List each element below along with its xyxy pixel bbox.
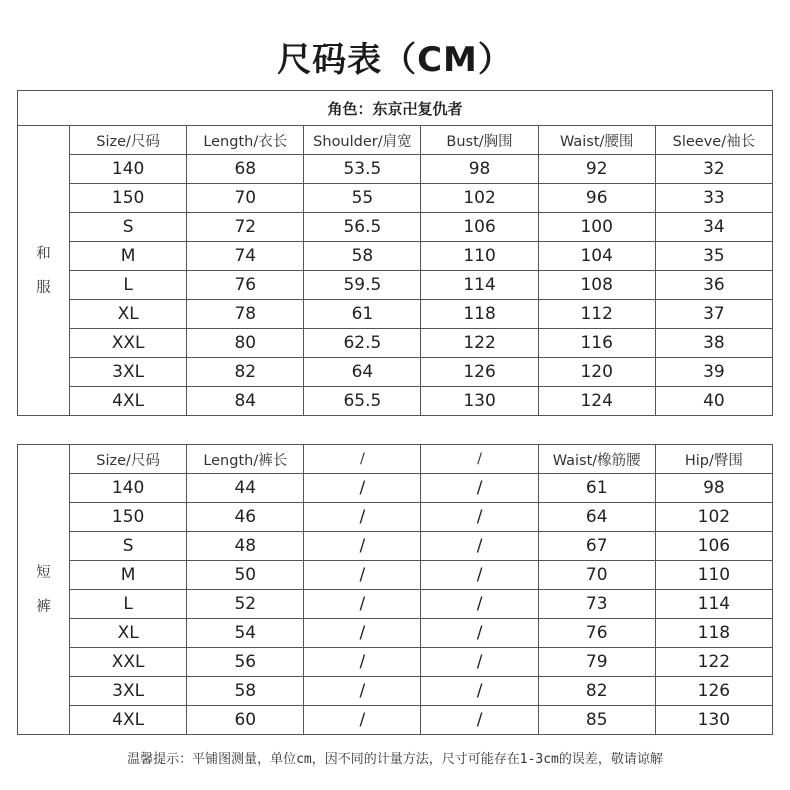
table-row	[18, 503, 773, 532]
waist-cell: 85	[538, 706, 655, 735]
table-row	[18, 590, 773, 619]
shorts-category-label	[18, 445, 70, 735]
table-row	[18, 184, 773, 213]
length-cell: 70	[187, 184, 304, 213]
shoulder-cell: 53.5	[304, 155, 421, 184]
bust-cell: 102	[421, 184, 538, 213]
size-cell: L	[70, 271, 187, 300]
empty-cell: /	[304, 706, 421, 735]
empty-cell: /	[421, 677, 538, 706]
size-cell: 140	[70, 155, 187, 184]
bust-cell: 122	[421, 329, 538, 358]
sleeve-cell: 39	[655, 358, 772, 387]
table-row	[18, 329, 773, 358]
shoulder-cell: 58	[304, 242, 421, 271]
column-header-size: Size/尺码	[70, 445, 187, 474]
waist-cell: 100	[538, 213, 655, 242]
size-cell: XXL	[70, 329, 187, 358]
bust-cell: 114	[421, 271, 538, 300]
shorts-size-table	[17, 444, 773, 735]
empty-cell: /	[421, 619, 538, 648]
length-cell: 82	[187, 358, 304, 387]
length-cell: 58	[187, 677, 304, 706]
hip-cell: 110	[655, 561, 772, 590]
hip-cell: 118	[655, 619, 772, 648]
column-header-bust: Bust/胸围	[421, 126, 538, 155]
waist-cell: 112	[538, 300, 655, 329]
role-label: 角色：东京卍复仇者	[18, 91, 773, 126]
size-cell: XL	[70, 619, 187, 648]
size-cell: L	[70, 590, 187, 619]
hip-cell: 130	[655, 706, 772, 735]
hip-cell: 102	[655, 503, 772, 532]
waist-cell: 73	[538, 590, 655, 619]
table-row	[18, 532, 773, 561]
waist-cell: 82	[538, 677, 655, 706]
sleeve-cell: 35	[655, 242, 772, 271]
kimono-size-table	[17, 90, 773, 416]
shoulder-cell: 61	[304, 300, 421, 329]
length-cell: 80	[187, 329, 304, 358]
hip-cell: 98	[655, 474, 772, 503]
column-header-sleeve: Sleeve/袖长	[655, 126, 772, 155]
waist-cell: 79	[538, 648, 655, 677]
empty-cell: /	[421, 503, 538, 532]
table-row	[18, 300, 773, 329]
waist-cell: 96	[538, 184, 655, 213]
sleeve-cell: 38	[655, 329, 772, 358]
table-row	[18, 358, 773, 387]
table-row	[18, 213, 773, 242]
table-row	[18, 387, 773, 416]
length-cell: 60	[187, 706, 304, 735]
bust-cell: 110	[421, 242, 538, 271]
waist-cell: 64	[538, 503, 655, 532]
shoulder-cell: 65.5	[304, 387, 421, 416]
waist-cell: 61	[538, 474, 655, 503]
hip-cell: 126	[655, 677, 772, 706]
hip-cell: 122	[655, 648, 772, 677]
shoulder-cell: 59.5	[304, 271, 421, 300]
sleeve-cell: 37	[655, 300, 772, 329]
hip-cell: 106	[655, 532, 772, 561]
kimono-category-char: 服	[36, 279, 51, 296]
empty-cell: /	[304, 503, 421, 532]
size-cell: 150	[70, 503, 187, 532]
sleeve-cell: 36	[655, 271, 772, 300]
sleeve-cell: 33	[655, 184, 772, 213]
length-cell: 46	[187, 503, 304, 532]
size-cell: 150	[70, 184, 187, 213]
length-cell: 76	[187, 271, 304, 300]
size-cell: 140	[70, 474, 187, 503]
waist-cell: 108	[538, 271, 655, 300]
shorts-category-char: 短	[36, 564, 51, 581]
column-header-shoulder: Shoulder/肩宽	[304, 126, 421, 155]
empty-cell: /	[421, 648, 538, 677]
empty-cell: /	[304, 677, 421, 706]
length-cell: 68	[187, 155, 304, 184]
empty-cell: /	[304, 532, 421, 561]
empty-cell: /	[421, 474, 538, 503]
size-cell: 3XL	[70, 358, 187, 387]
measurement-note: 温馨提示：平铺图测量，单位cm，因不同的计量方法，尺寸可能存在1-3cm的误差，敬请谅解	[127, 752, 663, 767]
bust-cell: 118	[421, 300, 538, 329]
length-cell: 44	[187, 474, 304, 503]
column-header-length: Length/衣长	[187, 126, 304, 155]
length-cell: 78	[187, 300, 304, 329]
column-header-waist: Waist/橡筋腰	[538, 445, 655, 474]
kimono-category-char: 和	[36, 245, 51, 262]
table-row	[18, 619, 773, 648]
column-header-empty: /	[304, 445, 421, 474]
empty-cell: /	[421, 561, 538, 590]
empty-cell: /	[421, 590, 538, 619]
bust-cell: 130	[421, 387, 538, 416]
waist-cell: 116	[538, 329, 655, 358]
waist-cell: 92	[538, 155, 655, 184]
waist-cell: 70	[538, 561, 655, 590]
column-header-length: Length/裤长	[187, 445, 304, 474]
bust-cell: 126	[421, 358, 538, 387]
length-cell: 72	[187, 213, 304, 242]
bust-cell: 98	[421, 155, 538, 184]
sleeve-cell: 40	[655, 387, 772, 416]
table-row	[18, 561, 773, 590]
size-cell: 4XL	[70, 706, 187, 735]
size-cell: XXL	[70, 648, 187, 677]
length-cell: 50	[187, 561, 304, 590]
column-header-hip: Hip/臀围	[655, 445, 772, 474]
size-cell: M	[70, 242, 187, 271]
shoulder-cell: 55	[304, 184, 421, 213]
length-cell: 54	[187, 619, 304, 648]
empty-cell: /	[304, 474, 421, 503]
size-cell: S	[70, 532, 187, 561]
empty-cell: /	[304, 561, 421, 590]
table-row	[18, 706, 773, 735]
size-cell: 4XL	[70, 387, 187, 416]
size-cell: M	[70, 561, 187, 590]
waist-cell: 67	[538, 532, 655, 561]
table-row	[18, 677, 773, 706]
length-cell: 52	[187, 590, 304, 619]
waist-cell: 124	[538, 387, 655, 416]
size-cell: XL	[70, 300, 187, 329]
column-header-empty: /	[421, 445, 538, 474]
length-cell: 56	[187, 648, 304, 677]
table-row	[18, 271, 773, 300]
waist-cell: 104	[538, 242, 655, 271]
empty-cell: /	[304, 590, 421, 619]
page-title: 尺码表（CM）	[277, 40, 513, 80]
empty-cell: /	[421, 706, 538, 735]
hip-cell: 114	[655, 590, 772, 619]
shorts-category-char: 裤	[36, 598, 51, 615]
column-header-waist: Waist/腰围	[538, 126, 655, 155]
size-cell: S	[70, 213, 187, 242]
empty-cell: /	[421, 532, 538, 561]
table-row	[18, 474, 773, 503]
size-cell: 3XL	[70, 677, 187, 706]
table-row	[18, 648, 773, 677]
sleeve-cell: 32	[655, 155, 772, 184]
length-cell: 84	[187, 387, 304, 416]
kimono-category-label	[18, 126, 70, 416]
length-cell: 74	[187, 242, 304, 271]
shoulder-cell: 64	[304, 358, 421, 387]
sleeve-cell: 34	[655, 213, 772, 242]
empty-cell: /	[304, 619, 421, 648]
shoulder-cell: 62.5	[304, 329, 421, 358]
bust-cell: 106	[421, 213, 538, 242]
waist-cell: 76	[538, 619, 655, 648]
table-row	[18, 155, 773, 184]
empty-cell: /	[304, 648, 421, 677]
length-cell: 48	[187, 532, 304, 561]
column-header-size: Size/尺码	[70, 126, 187, 155]
shoulder-cell: 56.5	[304, 213, 421, 242]
table-row	[18, 242, 773, 271]
waist-cell: 120	[538, 358, 655, 387]
